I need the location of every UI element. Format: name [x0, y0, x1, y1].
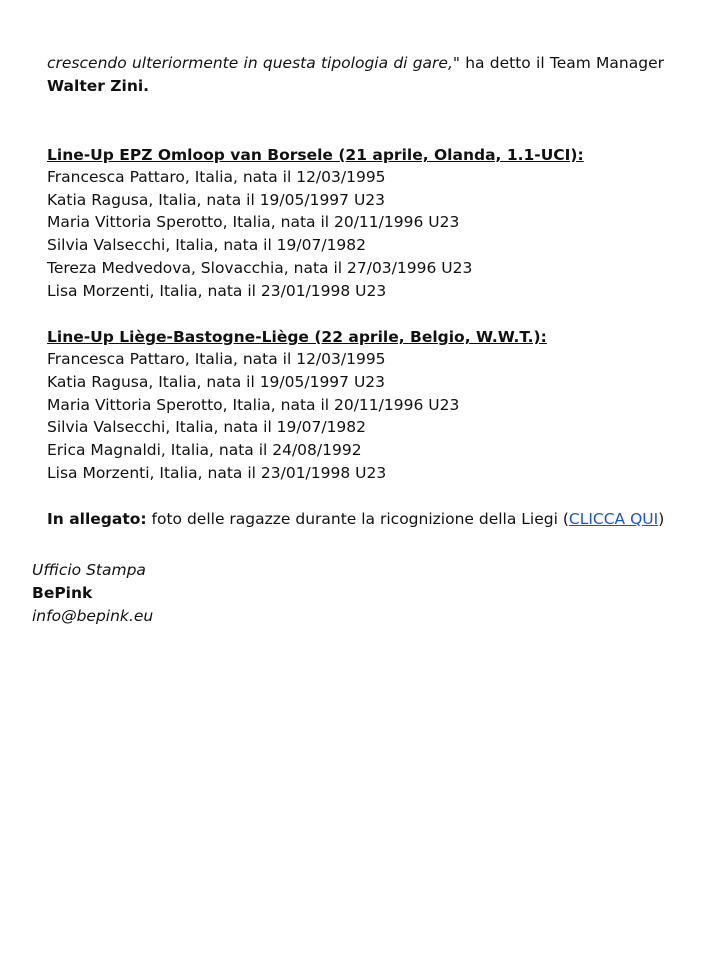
attachment-label: In allegato:: [47, 510, 147, 528]
faint-scan-artifact: [195, 651, 665, 665]
lineup-2-rider: Maria Vittoria Sperotto, Italia, nata il 20/11/1996 U23: [47, 396, 460, 414]
lineup-2-rider: Erica Magnaldi, Italia, nata il 24/08/1992: [47, 441, 362, 459]
quote-italic: crescendo ulteriormente in questa tipologia di gare,: [47, 54, 453, 72]
lineup-1-rider: Francesca Pattaro, Italia, nata il 12/03/1995: [47, 168, 386, 186]
speaker-name: Walter Zini.: [47, 77, 150, 95]
lineup-1-rider: Lisa Morzenti, Italia, nata il 23/01/1998 U23: [47, 282, 387, 300]
lineup-2-heading: Line-Up Liège-Bastogne-Liège (22 aprile, Belgio, W.W.T.):: [47, 328, 547, 346]
signature-email[interactable]: info@bepink.eu: [32, 607, 154, 625]
quote-line: [47, 52, 664, 74]
signature-org: BePink: [32, 584, 93, 602]
attachment-link[interactable]: CLICCA QUI: [568, 510, 659, 528]
lineup-1-heading: Line-Up EPZ Omloop van Borsele (21 aprile, Olanda, 1.1-UCI):: [47, 146, 584, 164]
attachment-text: foto delle ragazze durante la ricognizione della Liegi (: [146, 510, 569, 528]
lineup-2-rider: Francesca Pattaro, Italia, nata il 12/03/1995: [47, 350, 386, 368]
signature-office: Ufficio Stampa: [32, 561, 146, 579]
lineup-1-rider: Silvia Valsecchi, Italia, nata il 19/07/1982: [47, 236, 367, 254]
lineup-2-rider: Lisa Morzenti, Italia, nata il 23/01/1998 U23: [47, 464, 387, 482]
lineup-1-rider: Tereza Medvedova, Slovacchia, nata il 27/03/1996 U23: [47, 259, 473, 277]
attachment-close: ): [658, 510, 665, 528]
quote-attribution: " ha detto il Team Manager: [452, 54, 665, 72]
lineup-1-rider: Katia Ragusa, Italia, nata il 19/05/1997 U23: [47, 191, 386, 209]
lineup-2-rider: Katia Ragusa, Italia, nata il 19/05/1997 U23: [47, 373, 386, 391]
attachment-line: [47, 508, 664, 530]
lineup-2-rider: Silvia Valsecchi, Italia, nata il 19/07/1982: [47, 418, 367, 436]
lineup-1-rider: Maria Vittoria Sperotto, Italia, nata il 20/11/1996 U23: [47, 213, 460, 231]
